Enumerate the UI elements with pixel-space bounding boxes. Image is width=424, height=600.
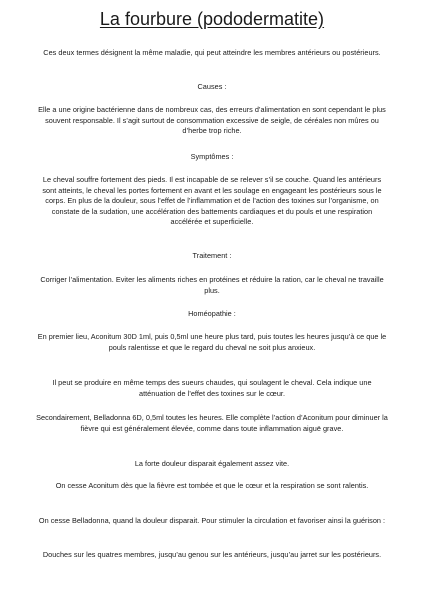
causes-heading: Causes : (197, 82, 227, 91)
homeopathy-paragraph-6: On cesse Belladonna, quand la douleur disparait. Pour stimuler la circulation et favoriser ainsi la guérison : (38, 516, 386, 525)
symptoms-paragraph: Le cheval souffre fortement des pieds. Il est incapable de se relever s’il se couche. Quand les antérieurs sont atteints, le cheval les portes fortement en avant et les soulage en engageant les postérieurs sous le corps. En plus de la douleur, sous l’effet de l’inflammation et de l’action des toxines sur l’organisme, on constate de la sudation, une accélération des battements cardiaques et du pouls et une respiration accélérée et superficielle. (42, 175, 382, 226)
page-title: La fourbure (pododermatite) (99, 9, 325, 29)
homeopathy-heading: Homéopathie : (188, 309, 236, 318)
homeopathy-paragraph-7: Douches sur les quatres membres, jusqu’au genou sur les antérieurs, jusqu’au jarret sur les postérieurs. (42, 550, 382, 559)
homeopathy-paragraph-1: En premier lieu, Aconitum 30D 1ml, puis 0,5ml une heure plus tard, puis toutes les heures jusqu’à ce que le pouls ralentisse et que le regard du cheval ne soit plus anxieux. (37, 332, 387, 352)
homeopathy-paragraph-4: La forte douleur disparait également assez vite. (134, 459, 290, 468)
causes-paragraph: Elle a une origine bactérienne dans de nombreux cas, des erreurs d’alimentation en sont cependant le plus souvent responsable. Il s’agit surtout de consommation excessive de seigle, de céréales non mûres ou d’herbe trop riche. (38, 105, 386, 135)
homeopathy-paragraph-5: On cesse Aconitum dès que la fièvre est tombée et que le cœur et la respiration se sont ralentis. (55, 481, 369, 490)
homeopathy-paragraph-2: Il peut se produire en même temps des sueurs chaudes, qui soulagent le cheval. Cela indique une atténuation de l’effet des toxines sur le cœur. (52, 378, 372, 398)
treatment-paragraph: Corriger l’alimentation. Eviter les aliments riches en protéines et réduire la ration, car le cheval ne travaille plus. (40, 275, 384, 295)
symptoms-heading: Symptômes : (190, 152, 234, 161)
treatment-heading: Traitement : (192, 251, 232, 260)
intro-paragraph: Ces deux termes désignent la même maladie, qui peut atteindre les membres antérieurs ou postérieurs. (43, 48, 381, 57)
homeopathy-paragraph-3: Secondairement, Belladonna 6D, 0,5ml toutes les heures. Elle complète l’action d’Aconitum pour diminuer la fièvre qui est généralement élevée, comme dans toute inflammation aiguë grave. (36, 413, 388, 433)
